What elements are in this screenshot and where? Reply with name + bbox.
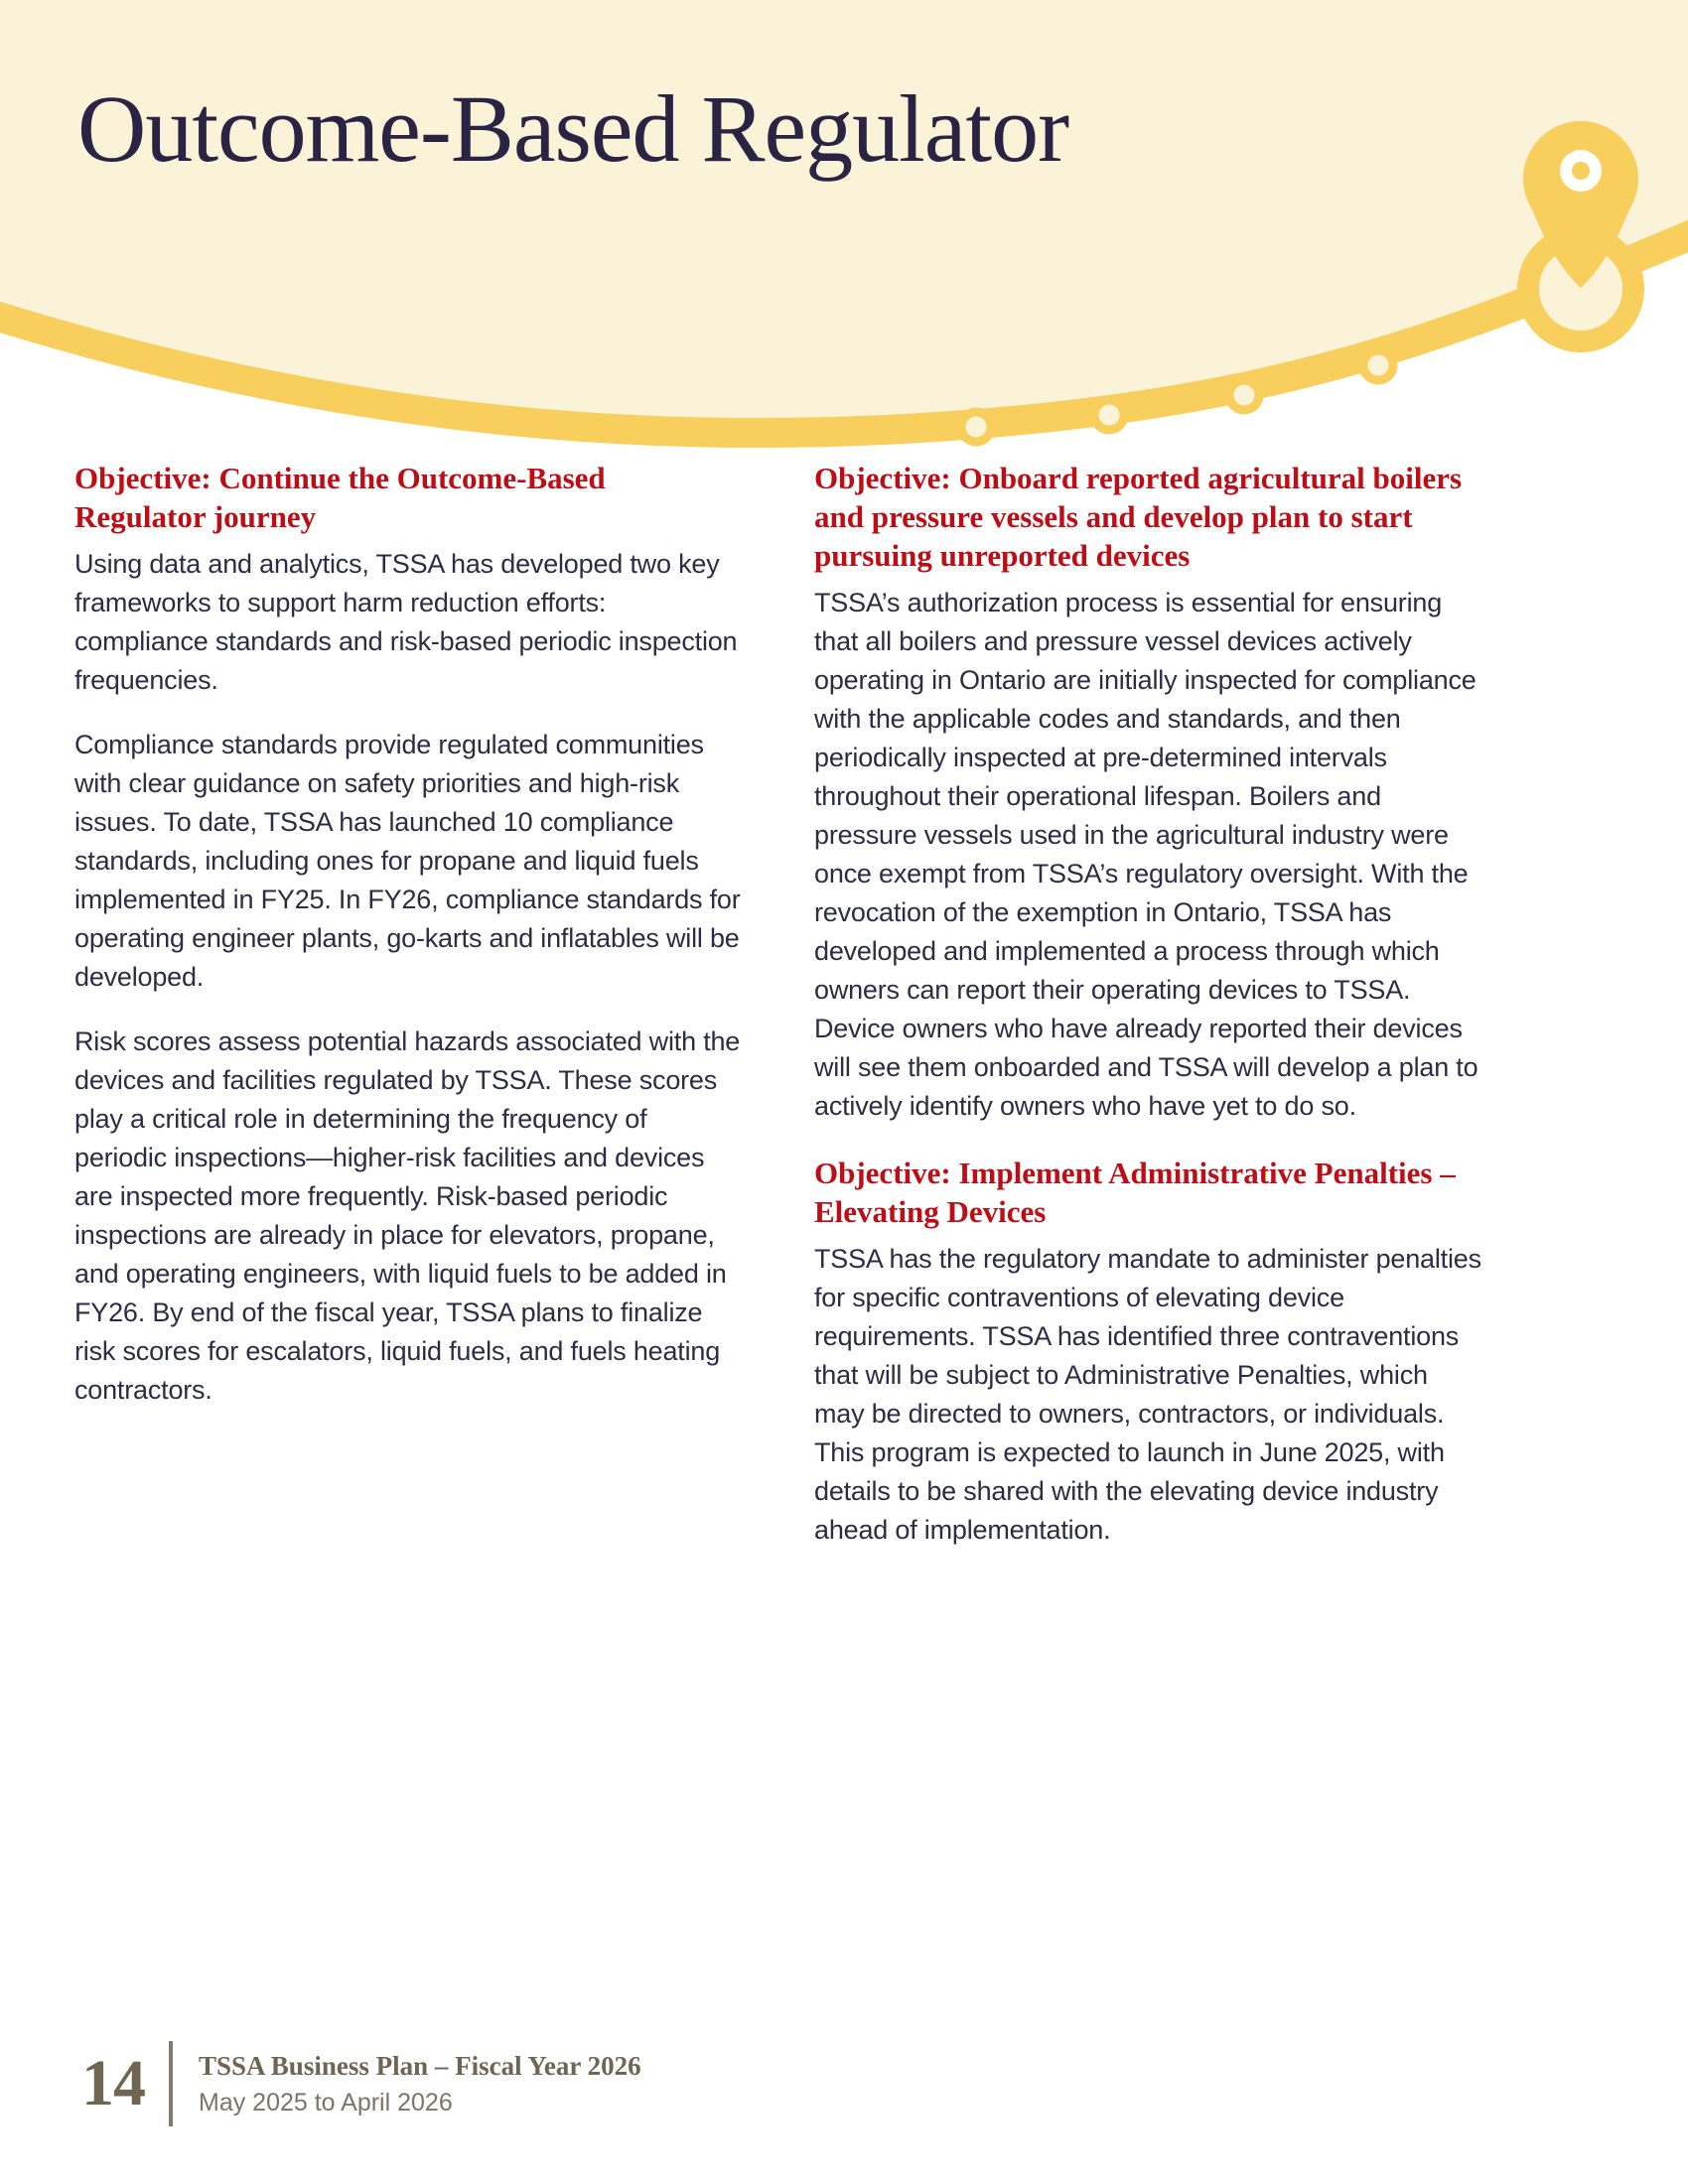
objective-section-obr-journey xyxy=(74,459,742,1410)
footer-subtitle: May 2025 to April 2026 xyxy=(199,2089,453,2117)
route-node xyxy=(1363,350,1393,380)
objective-section-agricultural-bpv xyxy=(814,459,1484,1126)
route-node xyxy=(1094,400,1124,430)
objective-section-administrative-penalties xyxy=(814,1154,1484,1550)
route-node xyxy=(1229,380,1259,410)
header-decoration xyxy=(0,0,1688,496)
footer-divider xyxy=(169,2041,173,2126)
route-node xyxy=(961,412,991,442)
footer-text xyxy=(199,2050,641,2117)
page-number: 14 xyxy=(81,2047,145,2119)
body-paragraph: TSSA has the regulatory mandate to administer penalties for specific contraventions of elevating device requirements. TSSA has identified three contraventions that will be subject to Administrative Penalties, which may be directed to owners, contractors, or individuals. This program is expected to launch in June 2025, with details to be shared with the elevating device industry ahead of implementation. xyxy=(814,1244,1481,1545)
column-right xyxy=(814,459,1484,1550)
body-paragraph: Risk scores assess potential hazards associated with the devices and facilities regulated by TSSA. These scores play a critical role in determining the frequency of periodic inspections—higher-risk facilities and devices are inspected more frequently. Risk-based periodic inspections are already in place for elevators, propane, and operating engineers, with liquid fuels to be added in FY26. By end of the fiscal year, TSSA plans to finalize risk scores for escalators, liquid fuels, and fuels heating contractors. xyxy=(74,1026,741,1405)
objective-heading: Objective: Implement Administrative Penalties – Elevating Devices xyxy=(814,1156,1456,1229)
body-paragraph: TSSA’s authorization process is essential for ensuring that all boilers and pressure vessel devices actively operating in Ontario are initially inspected for compliance with the applicable codes and standards, and then periodically inspected at pre-determined intervals throughout their operational lifespan. Boilers and pressure vessels used in the agricultural industry were once exempt from TSSA’s regulatory oversight. With the revocation of the exemption in Ontario, TSSA has developed and implemented a process through which owners can report their operating devices to TSSA. Device owners who have already reported their devices will see them onboarded and TSSA will develop a plan to actively identify owners who have yet to do so. xyxy=(814,588,1478,1121)
body-paragraph: Using data and analytics, TSSA has developed two key frameworks to support harm reduction efforts: compliance standards and risk-based periodic inspection frequencies. xyxy=(74,549,738,695)
content-columns xyxy=(74,459,1484,1550)
column-left xyxy=(74,459,742,1550)
objective-heading: Objective: Continue the Outcome-Based Regulator journey xyxy=(74,461,606,534)
objective-heading: Objective: Onboard reported agricultural boilers and pressure vessels and develop plan to start pursuing unreported devices xyxy=(814,461,1463,573)
footer-title: TSSA Business Plan – Fiscal Year 2026 xyxy=(199,2050,641,2081)
page-title: Outcome-Based Regulator xyxy=(77,75,1069,182)
body-paragraph: Compliance standards provide regulated communities with clear guidance on safety priorities and high-risk issues. To date, TSSA has launched 10 compliance standards, including ones for propane and liquid fuels implemented in FY25. In FY26, compliance standards for operating engineer plants, go-karts and inflatables will be developed. xyxy=(74,730,741,992)
page-footer xyxy=(81,2041,641,2126)
